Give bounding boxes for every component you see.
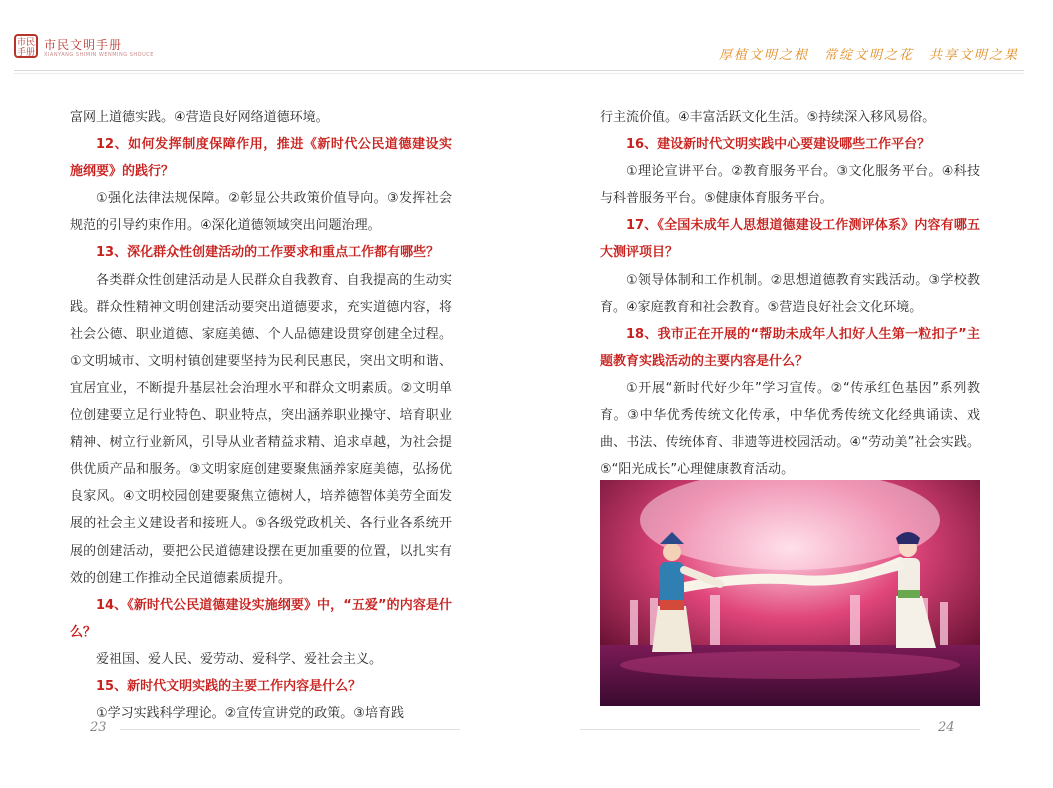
paragraph: 各类群众性创建活动是人民群众自我教育、自我提高的生动实践。群众性精神文明创建活动要突出道德要求，充实道德内容，将社会公德、职业道德、家庭美德、个人品德建设贯穿创建全过程。①文明城市、文明村镇创建要坚持为民利民惠民，突出文明和谐、宜居宜业，不断提升基层社会治理水平和群众文明素质。②文明单位创建要立足行业特色、职业特点，突出涵养职业操守、培育职业精神、树立行业新风，引导从业者精益求精、追求卓越，为社会提供优质产品和服务。③文明家庭创建要聚焦涵养家庭美德，弘扬优良家风。④文明校园创建要聚焦立德树人，培养德智体美劳全面发展的社会主义建设者和接班人。⑤各级党政机关、各行业各系统开展的创建活动，要把公民道德建设摆在更加重要的位置，以扎实有效的创建工作推动全民道德素质提升。 [70, 272, 452, 586]
question-heading: 17、《全国未成年人思想道德建设工作测评体系》内容有哪五大测评项目？ [600, 218, 980, 261]
paragraph: 爱祖国、爱人民、爱劳动、爱科学、爱社会主义。 [96, 651, 383, 667]
brand-subtitle: XIANYANG SHIMIN WENMING SHOUCE [44, 52, 154, 58]
question-heading: 14、《新时代公民道德建设实施纲要》中，“五爱”的内容是什么？ [70, 597, 452, 640]
page-header [0, 0, 1053, 72]
paragraph: ①开展“新时代好少年”学习宣传。②“传承红色基因”系列教育。③中华优秀传统文化传承，中华优秀传统文化经典诵读、戏曲、书法、传统体育、非遗等进校园活动。④“劳动美”社会实践。⑤“阳光成长”心理健康教育活动。 [600, 380, 980, 478]
left-page-text [70, 104, 452, 727]
paragraph: ①领导体制和工作机制。②思想道德教育实践活动。③学校教育。④家庭教育和社会教育。⑤营造良好社会文化环境。 [600, 272, 980, 315]
question-heading: 12、如何发挥制度保障作用，推进《新时代公民道德建设实施纲要》的践行？ [70, 137, 452, 180]
right-page-footer [580, 718, 980, 740]
question-heading: 13、深化群众性创建活动的工作要求和重点工作都有哪些？ [96, 245, 440, 261]
question-heading: 15、新时代文明实践的主要工作内容是什么？ [96, 678, 362, 694]
opera-performance-photo [600, 480, 980, 706]
paragraph: 行主流价值。④丰富活跃文化生活。⑤持续深入移风易俗。 [600, 110, 936, 125]
page-number-left: 23 [90, 720, 107, 735]
question-heading: 16、建设新时代文明实践中心要建设哪些工作平台？ [626, 137, 931, 153]
paragraph: ①学习实践科学理论。②宣传宣讲党的政策。③培育践 [96, 706, 404, 722]
header-slogan: 厚植文明之根 常绽文明之花 共享文明之果 [718, 48, 1019, 63]
book-logo-icon: 市民 手册 [14, 34, 38, 58]
header-divider-secondary [14, 73, 1024, 74]
right-page-text [600, 104, 980, 483]
footer-divider [580, 729, 920, 730]
question-heading: 18、我市正在开展的“帮助未成年人扣好人生第一粒扣子”主题教育实践活动的主要内容是什么？ [600, 326, 980, 369]
paragraph: 富网上道德实践。④营造良好网络道德环境。 [70, 110, 329, 125]
header-divider [14, 70, 1024, 71]
page-number-right: 24 [938, 720, 955, 735]
brand-title: 市民文明手册 [44, 38, 123, 52]
footer-divider [120, 729, 460, 730]
paragraph: ①强化法律法规保障。②彰显公共政策价值导向。③发挥社会规范的引导约束作用。④深化道德领域突出问题治理。 [70, 191, 452, 234]
left-page-footer [70, 718, 470, 740]
paragraph: ①理论宣讲平台。②教育服务平台。③文化服务平台。④科技与科普服务平台。⑤健康体育服务平台。 [600, 164, 980, 207]
